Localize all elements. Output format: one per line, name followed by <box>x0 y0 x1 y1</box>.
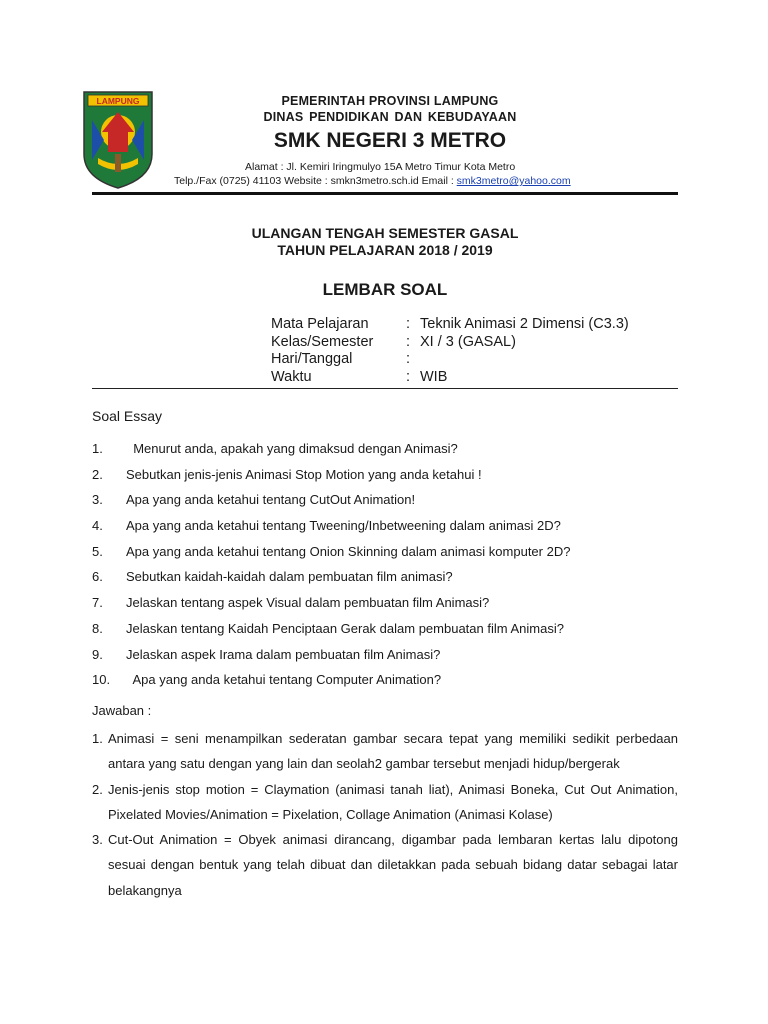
info-row <box>271 334 629 352</box>
answer-text: Cut-Out Animation = Obyek animasi dirancang, digambar pada lembaran kertas lalu dipotong sesuai dengan bentuk yang telah dibuat dan diletakkan pada sebuah bidang datar sebagai latar belakangnya <box>108 832 678 898</box>
contact-text: Telp./Fax (0725) 41103 Website : smkn3metro.sch.id Email : <box>174 175 457 187</box>
info-label: Waktu <box>271 368 312 385</box>
question-item <box>92 544 692 570</box>
question-item <box>92 569 692 595</box>
info-divider <box>92 388 678 389</box>
question-item <box>92 672 692 698</box>
department-name: DINAS PENDIDIKAN DAN KEBUDAYAAN <box>263 110 517 124</box>
info-colon: : <box>406 368 411 385</box>
info-label: Kelas/Semester <box>271 333 374 350</box>
question-number: 1. <box>92 441 103 456</box>
info-label: Mata Pelajaran <box>271 316 369 332</box>
question-text: Apa yang anda ketahui tentang Tweening/Inbetweening dalam animasi 2D? <box>126 518 561 534</box>
question-item <box>92 467 692 493</box>
question-item <box>92 492 692 518</box>
answer-number: 1. <box>92 731 103 746</box>
question-list <box>92 441 692 698</box>
answer-number: 3. <box>92 832 103 848</box>
answer-number: 2. <box>92 781 103 797</box>
answer-item <box>92 777 678 828</box>
question-number: 2. <box>92 466 103 482</box>
exam-heading <box>90 225 680 259</box>
question-text: Jelaskan tentang aspek Visual dalam pembuatan film Animasi? <box>126 595 490 611</box>
question-number: 10. <box>92 672 111 688</box>
question-number: 8. <box>92 620 103 636</box>
question-text: Sebutkan jenis-jenis Animasi Stop Motion yang anda ketahui ! <box>126 466 482 482</box>
question-text: Apa yang anda ketahui tentang CutOut Animation! <box>126 492 416 508</box>
question-number: 9. <box>92 646 103 662</box>
government-name: PEMERINTAH PROVINSI LAMPUNG <box>281 94 499 108</box>
letterhead-divider <box>92 192 678 195</box>
answers-label: Jawaban : <box>92 703 152 718</box>
essay-section-title: Soal Essay <box>92 408 163 424</box>
info-value: XI / 3 (GASAL) <box>420 333 516 350</box>
question-item <box>92 595 692 621</box>
question-item <box>92 647 692 673</box>
question-number: 3. <box>92 492 103 508</box>
answer-item <box>92 726 678 777</box>
info-value: WIB <box>420 368 448 385</box>
school-contact <box>174 174 571 188</box>
info-row <box>271 351 629 369</box>
exam-title: ULANGAN TENGAH SEMESTER GASAL <box>251 225 519 241</box>
logo-lettering: LAMPUNG <box>96 96 140 106</box>
question-number: 7. <box>92 595 103 611</box>
info-colon: : <box>406 316 411 332</box>
info-value: Teknik Animasi 2 Dimensi (C3.3) <box>420 316 629 332</box>
answer-text: Animasi = seni menampilkan sederatan gambar secara tepat yang memiliki sedikit perbedaan antara yang satu dengan yang lain dan seolah2 gambar tersebut menjadi hidup/bergerak <box>108 731 678 772</box>
question-number: 6. <box>92 569 103 585</box>
answer-list <box>92 726 678 903</box>
answer-text: Jenis-jenis stop motion = Claymation (animasi tanah liat), Animasi Boneka, Cut Out Animation, Pixelated Movies/Animation = Pixelation, Collage Animation (Animasi Kolase) <box>108 781 678 822</box>
question-text: Apa yang anda ketahui tentang Computer Animation? <box>126 672 442 688</box>
info-colon: : <box>406 333 411 350</box>
school-name: SMK NEGERI 3 METRO <box>273 129 507 152</box>
question-item <box>92 441 692 467</box>
school-address: Alamat : Jl. Kemiri Iringmulyo 15A Metro Timur Kota Metro <box>245 161 516 173</box>
question-number: 4. <box>92 518 103 534</box>
email-link[interactable]: smk3metro@yahoo.com <box>456 175 571 187</box>
question-item <box>92 518 692 544</box>
question-text: Sebutkan kaidah-kaidah dalam pembuatan film animasi? <box>126 569 453 585</box>
exam-year: TAHUN PELAJARAN 2018 / 2019 <box>277 242 493 258</box>
question-item <box>92 621 692 647</box>
question-text: Jelaskan tentang Kaidah Penciptaan Gerak dalam pembuatan film Animasi? <box>126 620 564 636</box>
lampung-province-emblem <box>78 90 158 190</box>
question-text: Menurut anda, apakah yang dimaksud dengan Animasi? <box>126 441 458 456</box>
info-label: Hari/Tanggal <box>271 351 353 367</box>
info-row <box>271 369 629 387</box>
answer-item <box>92 827 678 903</box>
letterhead <box>200 93 580 155</box>
info-colon: : <box>406 351 411 367</box>
question-number: 5. <box>92 543 103 559</box>
question-text: Apa yang anda ketahui tentang Onion Skinning dalam animasi komputer 2D? <box>126 543 571 559</box>
sheet-title: LEMBAR SOAL <box>322 280 448 299</box>
info-row <box>271 316 629 334</box>
question-text: Jelaskan aspek Irama dalam pembuatan film Animasi? <box>126 646 441 662</box>
exam-info-table <box>271 316 629 386</box>
